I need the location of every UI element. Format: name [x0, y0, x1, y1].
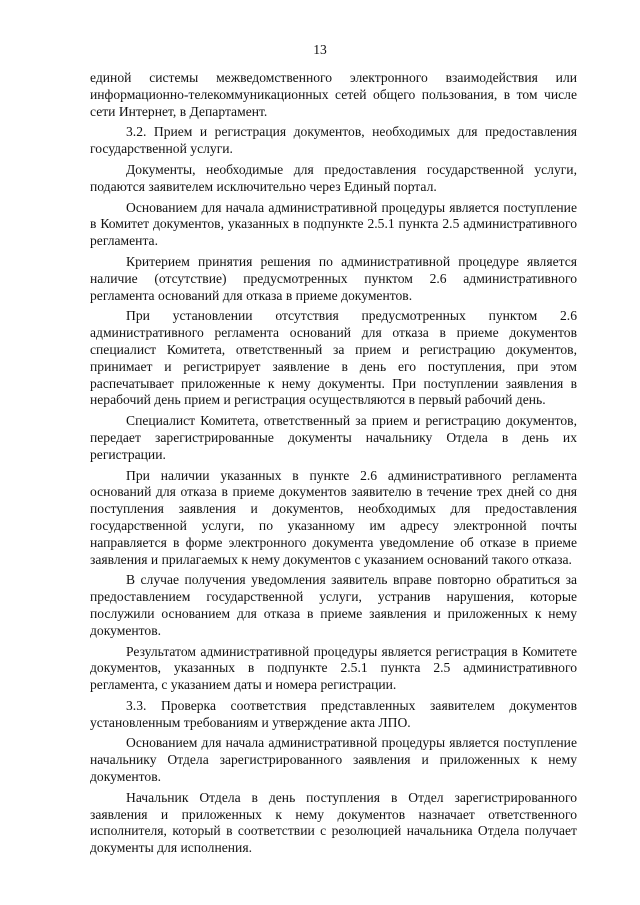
paragraph: При наличии указанных в пункте 2.6 административного регламента оснований для отказа в приеме документов заявителю в течение трех дней со дня поступления заявления и документов, необходимых для предоставления государственной услуги, по указанному им адресу электронной почты направляется в форме электронного документа уведомление об отказе в приеме заявления и прилагаемых к нему документов с указанием оснований такого отказа.	[90, 467, 577, 567]
paragraph: Начальник Отдела в день поступления в Отдел зарегистрированного заявления и приложенных к нему документов назначает ответственного исполнителя, который в соответствии с резолюцией начальника Отдела получает документы для исполнения.	[90, 789, 577, 856]
paragraph: Основанием для начала административной процедуры является поступление начальнику Отдела зарегистрированного заявления и приложенных к нему документов.	[90, 735, 577, 785]
paragraph: Специалист Комитета, ответственный за прием и регистрацию документов, передает зарегистрированные документы начальнику Отдела в день их регистрации.	[90, 413, 577, 462]
paragraph: Результатом административной процедуры является регистрация в Комитете документов, указанных в подпункте 2.5.1 пункта 2.5 административного регламента, с указанием даты и номера регистрации.	[90, 643, 577, 693]
paragraph: Основанием для начала административной процедуры является поступление в Комитет документов, указанных в подпункте 2.5.1 пункта 2.5 административного регламента.	[90, 199, 577, 249]
body-text	[90, 70, 577, 861]
paragraph-continuation: единой системы межведомственного электронного взаимодействия или информационно-телекоммуникационных сетей общего пользования, в том числе сети Интернет, в Департамент.	[90, 70, 577, 119]
section-heading-3-2: 3.2. Прием и регистрация документов, необходимых для предоставления государственной услуги.	[90, 124, 577, 157]
section-heading-3-3: 3.3. Проверка соответствия представленных заявителем документов установленным требованиям и утверждение акта ЛПО.	[90, 697, 577, 730]
paragraph: Документы, необходимые для предоставления государственной услуги, подаются заявителем исключительно через Единый портал.	[90, 161, 577, 194]
paragraph: Критерием принятия решения по административной процедуре является наличие (отсутствие) предусмотренных пунктом 2.6 административного регламента оснований для отказа в приеме документов.	[90, 253, 577, 303]
paragraph: При установлении отсутствия предусмотренных пунктом 2.6 административного регламента оснований для отказа в приеме документов специалист Комитета, ответственный за прием и регистрацию документов, принимает и регистрирует заявление в день его поступления, при этом распечатывает приложенные к нему документы. При поступлении заявления в нерабочий день прием и регистрация осуществляются в первый рабочий день.	[90, 308, 577, 408]
paragraph: В случае получения уведомления заявитель вправе повторно обратиться за предоставлением государственной услуги, устранив нарушения, которые послужили основанием для отказа в приеме заявления и приложенных к нему документов.	[90, 572, 577, 638]
page-number: 13	[313, 42, 327, 57]
